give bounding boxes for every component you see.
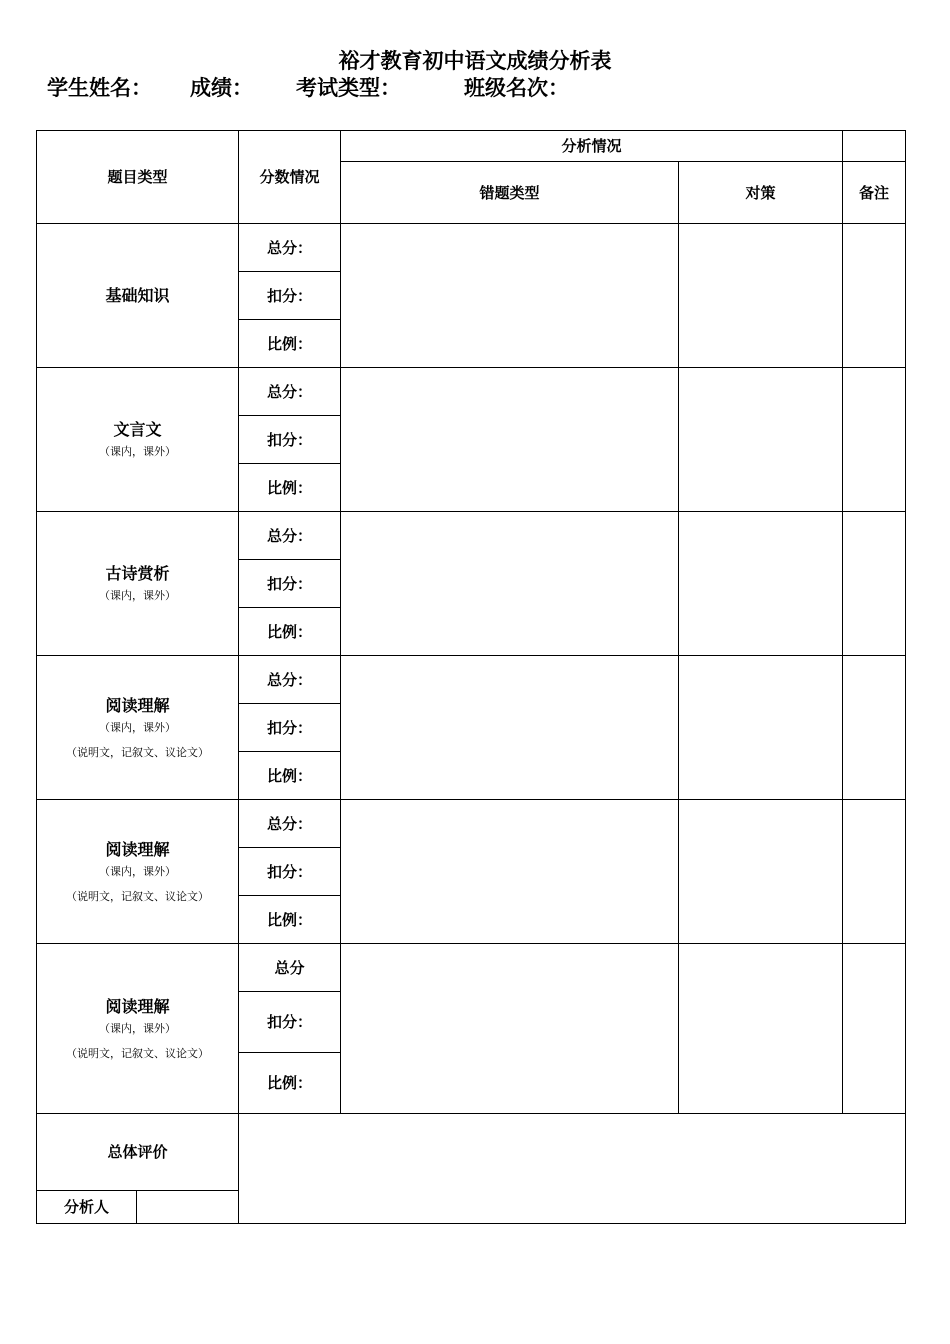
deducted-score-label: 扣分： <box>239 416 341 464</box>
error-type-cell[interactable] <box>341 224 679 368</box>
category-subtitle: （课内，课外） <box>99 864 176 878</box>
strategy-cell[interactable] <box>679 800 843 944</box>
category-cell <box>37 800 239 944</box>
deducted-score-label: 扣分： <box>239 848 341 896</box>
ratio-label: 比例： <box>239 320 341 368</box>
category-genres: （说明文，记叙文、议论文） <box>66 745 209 759</box>
remarks-cell[interactable] <box>843 800 906 944</box>
deducted-score-label: 扣分： <box>239 272 341 320</box>
page-title: 裕才教育初中语文成绩分析表 <box>338 49 612 73</box>
category-cell <box>37 224 239 368</box>
total-score-label: 总分： <box>239 800 341 848</box>
category-name: 阅读理解 <box>105 695 170 715</box>
error-type-cell[interactable] <box>341 512 679 656</box>
category-name: 基础知识 <box>105 285 170 305</box>
error-type-cell[interactable] <box>341 944 679 1114</box>
score-label: 成绩： <box>190 76 253 100</box>
category-subtitle: （课内，课外） <box>99 445 176 458</box>
header-blank-cell <box>843 131 906 162</box>
category-subtitle: （课内，课外） <box>99 589 176 602</box>
category-genres: （说明文，记叙文、议论文） <box>66 889 209 903</box>
category-name: 阅读理解 <box>105 839 170 859</box>
remarks-cell[interactable] <box>843 224 906 368</box>
student-name-label: 学生姓名： <box>47 76 152 100</box>
total-score-label: 总分： <box>239 368 341 416</box>
deducted-score-label: 扣分： <box>239 560 341 608</box>
category-name: 文言文 <box>113 420 162 439</box>
ratio-label: 比例： <box>239 608 341 656</box>
ratio-label: 比例： <box>239 752 341 800</box>
error-type-cell[interactable] <box>341 656 679 800</box>
analyst-label: 分析人 <box>37 1191 137 1224</box>
header-remarks: 备注 <box>843 162 906 224</box>
category-cell <box>37 512 239 656</box>
remarks-cell[interactable] <box>843 512 906 656</box>
header-score-status: 分数情况 <box>239 131 341 224</box>
error-type-cell[interactable] <box>341 800 679 944</box>
strategy-cell[interactable] <box>679 512 843 656</box>
analyst-name-cell[interactable] <box>137 1191 239 1224</box>
category-name: 古诗赏析 <box>105 564 170 583</box>
strategy-cell[interactable] <box>679 656 843 800</box>
ratio-label: 比例： <box>239 464 341 512</box>
category-cell <box>37 656 239 800</box>
error-type-cell[interactable] <box>341 368 679 512</box>
total-score-label: 总分 <box>239 944 341 992</box>
class-rank-label: 班级名次： <box>464 76 569 100</box>
remarks-cell[interactable] <box>843 656 906 800</box>
overall-evaluation-label: 总体评价 <box>37 1114 239 1191</box>
remarks-cell[interactable] <box>843 368 906 512</box>
header-strategy: 对策 <box>679 162 843 224</box>
category-genres: （说明文，记叙文、议论文） <box>66 1046 209 1060</box>
category-cell <box>37 368 239 512</box>
overall-evaluation-cell[interactable] <box>239 1114 906 1224</box>
ratio-label: 比例： <box>239 1053 341 1114</box>
category-cell <box>37 944 239 1114</box>
header-error-type: 错题类型 <box>341 162 679 224</box>
category-name: 阅读理解 <box>105 996 170 1016</box>
total-score-label: 总分： <box>239 512 341 560</box>
total-score-label: 总分： <box>239 656 341 704</box>
strategy-cell[interactable] <box>679 224 843 368</box>
score-analysis-table <box>36 130 906 1224</box>
strategy-cell[interactable] <box>679 368 843 512</box>
strategy-cell[interactable] <box>679 944 843 1114</box>
deducted-score-label: 扣分： <box>239 992 341 1053</box>
ratio-label: 比例： <box>239 896 341 944</box>
remarks-cell[interactable] <box>843 944 906 1114</box>
category-subtitle: （课内，课外） <box>99 1021 176 1035</box>
header-question-type: 题目类型 <box>37 131 239 224</box>
exam-type-label: 考试类型： <box>296 76 401 100</box>
deducted-score-label: 扣分： <box>239 704 341 752</box>
total-score-label: 总分： <box>239 224 341 272</box>
header-analysis: 分析情况 <box>341 131 843 162</box>
category-subtitle: （课内，课外） <box>99 720 176 734</box>
